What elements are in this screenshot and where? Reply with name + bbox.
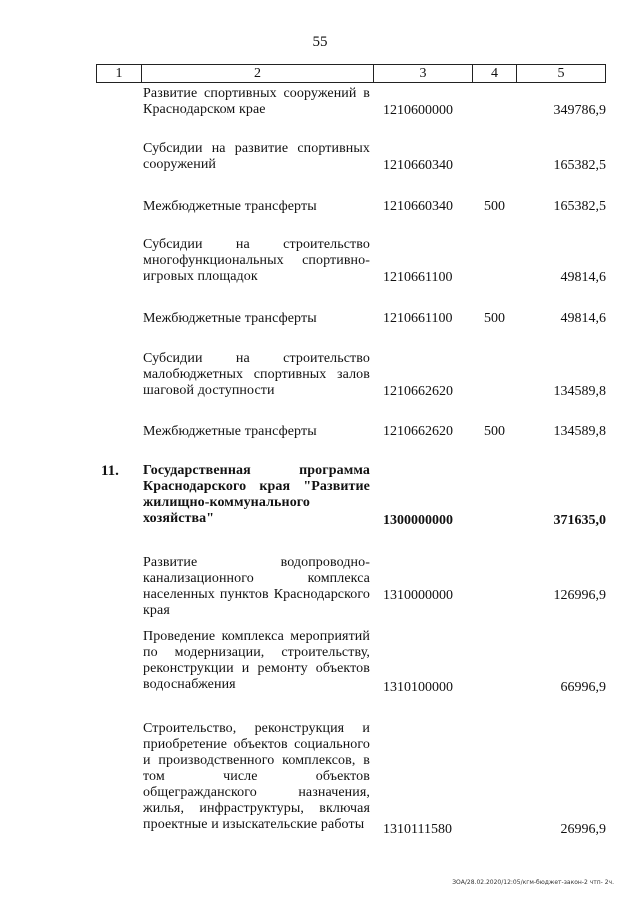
column-header-3: 3 — [374, 65, 473, 82]
row-name: Строительство, реконструкция и приобретение объектов социального и производственного комплексов, в том числе объектов общегражданского назначения, жилья, инфраструктуры, включая проектные и изыскательские работы — [143, 721, 370, 832]
row-name: Проведение комплекса мероприятий по модернизации, строительству, реконструкции и ремонту объектов водоснабжения — [143, 629, 370, 692]
row-code: 1310000000 — [383, 588, 453, 603]
row-amount: 349786,9 — [553, 103, 606, 118]
row-code: 1210661100 — [383, 270, 453, 285]
column-header-2: 2 — [142, 65, 374, 82]
row-amount: 134589,8 — [553, 424, 606, 439]
column-header-5: 5 — [557, 66, 565, 81]
row-amount: 165382,5 — [553, 199, 606, 214]
column-header-4: 4 — [473, 65, 517, 82]
row-name: Субсидии на строительство многофункциональных спортивно-игровых площадок — [143, 237, 370, 284]
row-name: Развитие спортивных сооружений в Краснодарском крае — [143, 86, 370, 117]
row-name: Субсидии на развитие спортивных сооружений — [143, 141, 370, 172]
row-code: 1210661100 — [383, 311, 453, 326]
row-type: 500 — [484, 311, 505, 326]
row-amount: 26996,9 — [560, 822, 606, 837]
row-name: Развитие водопроводно-канализационного комплекса населенных пунктов Краснодарского края — [143, 555, 370, 618]
row-amount: 49814,6 — [560, 270, 606, 285]
row-amount: 165382,5 — [553, 158, 606, 173]
row-code: 1310111580 — [383, 822, 452, 837]
row-name: Межбюджетные трансферты — [143, 199, 317, 214]
row-name: Межбюджетные трансферты — [143, 424, 317, 439]
page-number: 55 — [312, 34, 328, 50]
row-code: 1310100000 — [383, 680, 453, 695]
row-code: 1210662620 — [383, 384, 453, 399]
row-name: Субсидии на строительство малобюджетных спортивных залов шаговой доступности — [143, 351, 370, 398]
row-amount: 49814,6 — [560, 311, 606, 326]
row-amount: 66996,9 — [560, 680, 606, 695]
row-code: 1210600000 — [383, 103, 453, 118]
row-name: Межбюджетные трансферты — [143, 311, 317, 326]
row-code: 1210660340 — [383, 158, 453, 173]
row-amount: 371635,0 — [553, 513, 606, 528]
column-header-1: 1 — [97, 65, 142, 82]
row-amount: 126996,9 — [553, 588, 606, 603]
program-number: 11. — [101, 463, 119, 479]
document-footer: ЗОА/28.02.2020/12:05/кгм-бюджет-закон-2 чтп- 2ч. — [452, 879, 614, 886]
row-type: 500 — [484, 424, 505, 439]
row-type: 500 — [484, 199, 505, 214]
row-amount: 134589,8 — [553, 384, 606, 399]
row-code: 1210660340 — [383, 199, 453, 214]
row-name: Государственная программа Краснодарского края "Развитие жилищно-коммунального хозяйства" — [143, 463, 370, 526]
row-code: 1300000000 — [383, 513, 453, 528]
row-code: 1210662620 — [383, 424, 453, 439]
